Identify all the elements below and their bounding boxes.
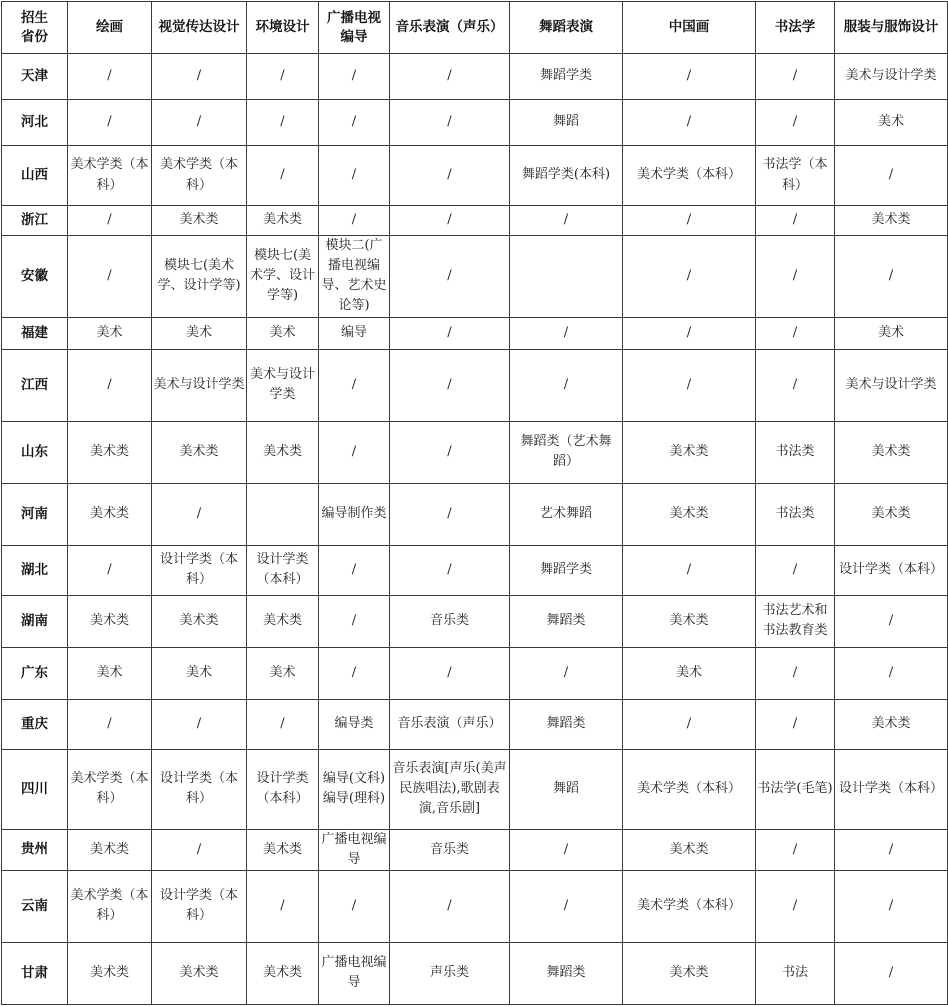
table-cell: 舞蹈学类(本科) bbox=[510, 146, 623, 206]
column-header-text: 省份 bbox=[21, 28, 48, 45]
table-cell: / bbox=[756, 829, 835, 870]
table-row bbox=[2, 545, 948, 595]
table-cell: 设计学类（本科） bbox=[152, 749, 247, 829]
table-cell: 模块二(广播电视编导、艺术史论等) bbox=[319, 236, 390, 318]
table-row bbox=[2, 647, 948, 699]
table-cell: 声乐类 bbox=[390, 942, 510, 1004]
province-cell: 云南 bbox=[2, 870, 68, 942]
table-cell: 编导类 bbox=[319, 699, 390, 749]
table-cell: / bbox=[756, 54, 835, 100]
table-cell: 设计学类（本科） bbox=[247, 749, 319, 829]
table-cell: / bbox=[510, 349, 623, 421]
table-cell bbox=[247, 483, 319, 545]
table-cell: / bbox=[247, 146, 319, 206]
table-cell: / bbox=[756, 317, 835, 349]
table-cell: / bbox=[152, 100, 247, 146]
column-header-text: 招生 bbox=[21, 10, 48, 27]
column-header bbox=[2, 2, 68, 54]
table-cell: 美术类 bbox=[247, 942, 319, 1004]
table-cell: / bbox=[835, 942, 948, 1004]
table-cell: 美术 bbox=[152, 647, 247, 699]
table-cell: 美术类 bbox=[68, 483, 152, 545]
table-cell: 美术类 bbox=[152, 421, 247, 483]
table-cell: 美术类 bbox=[623, 829, 756, 870]
column-header-text: 环境设计 bbox=[255, 19, 310, 36]
table-cell: 美术 bbox=[623, 647, 756, 699]
table-cell: 编导(文科)编导(理科) bbox=[319, 749, 390, 829]
table-cell: / bbox=[319, 545, 390, 595]
province-cell: 山西 bbox=[2, 146, 68, 206]
table-cell: / bbox=[510, 829, 623, 870]
column-header-text: 编导 bbox=[340, 28, 368, 45]
table-cell: / bbox=[319, 870, 390, 942]
table-row bbox=[2, 749, 948, 829]
table-cell: 广播电视编导 bbox=[319, 829, 390, 870]
table-cell: 舞蹈类 bbox=[510, 595, 623, 647]
table-cell: 美术类 bbox=[247, 595, 319, 647]
table-row bbox=[2, 699, 948, 749]
table-cell: / bbox=[835, 647, 948, 699]
table-row bbox=[2, 317, 948, 349]
table-cell: 美术类 bbox=[152, 942, 247, 1004]
column-header-text: 书法学 bbox=[774, 19, 816, 36]
table-cell: 艺术舞蹈 bbox=[510, 483, 623, 545]
table-cell: / bbox=[756, 647, 835, 699]
table-cell: / bbox=[623, 545, 756, 595]
table-cell: / bbox=[835, 595, 948, 647]
table-cell: 美术与设计学类 bbox=[247, 349, 319, 421]
table-cell: 舞蹈学类 bbox=[510, 54, 623, 100]
province-cell: 贵州 bbox=[2, 829, 68, 870]
table-cell: / bbox=[390, 54, 510, 100]
table-cell: 美术 bbox=[68, 317, 152, 349]
table-cell: 设计学类（本科） bbox=[835, 545, 948, 595]
table-cell: 美术类 bbox=[835, 699, 948, 749]
table-cell: 美术类 bbox=[835, 206, 948, 236]
table-cell: / bbox=[319, 349, 390, 421]
table-cell: 美术 bbox=[68, 647, 152, 699]
column-header bbox=[152, 2, 247, 54]
table-cell: / bbox=[756, 236, 835, 318]
table-cell: 美术类 bbox=[152, 595, 247, 647]
table-row bbox=[2, 100, 948, 146]
table-cell: / bbox=[756, 100, 835, 146]
table-row bbox=[2, 829, 948, 870]
column-header-text: 绘画 bbox=[96, 19, 123, 36]
table-cell: / bbox=[390, 317, 510, 349]
table-cell: / bbox=[756, 545, 835, 595]
table-cell: 美术类 bbox=[68, 421, 152, 483]
table-cell: 美术类 bbox=[835, 421, 948, 483]
province-cell: 河南 bbox=[2, 483, 68, 545]
table-cell: / bbox=[152, 699, 247, 749]
table-cell: 美术类 bbox=[68, 942, 152, 1004]
province-cell: 四川 bbox=[2, 749, 68, 829]
column-header-text: 广播电视 bbox=[327, 10, 381, 27]
table-row bbox=[2, 236, 948, 318]
table-cell: / bbox=[247, 54, 319, 100]
table-cell: 广播电视编导 bbox=[319, 942, 390, 1004]
table-cell: / bbox=[152, 54, 247, 100]
column-header-text: 中国画 bbox=[668, 19, 710, 36]
table-cell: 音乐表演（声乐） bbox=[390, 699, 510, 749]
table-cell: / bbox=[623, 206, 756, 236]
province-cell: 广东 bbox=[2, 647, 68, 699]
table-cell: 书法类 bbox=[756, 483, 835, 545]
table-cell: / bbox=[152, 829, 247, 870]
column-header-text: 视觉传达设计 bbox=[158, 19, 240, 36]
province-cell: 福建 bbox=[2, 317, 68, 349]
table-cell bbox=[510, 236, 623, 318]
table-cell: 美术学类（本科） bbox=[68, 146, 152, 206]
table-cell: / bbox=[319, 421, 390, 483]
table-cell: 美术类 bbox=[247, 206, 319, 236]
table-cell: 书法 bbox=[756, 942, 835, 1004]
table-cell: / bbox=[390, 647, 510, 699]
table-cell: / bbox=[390, 206, 510, 236]
table-cell: 美术学类（本科） bbox=[623, 749, 756, 829]
table-row bbox=[2, 942, 948, 1004]
table-cell: / bbox=[835, 146, 948, 206]
table-cell: 音乐类 bbox=[390, 829, 510, 870]
table-cell: / bbox=[623, 699, 756, 749]
table-cell: / bbox=[623, 54, 756, 100]
table-cell: 书法学（本科） bbox=[756, 146, 835, 206]
table-cell: / bbox=[756, 206, 835, 236]
table-row bbox=[2, 595, 948, 647]
table-cell: 设计学类（本科） bbox=[835, 749, 948, 829]
table-cell: 美术与设计学类 bbox=[835, 54, 948, 100]
table-cell: 音乐表演[声乐(美声民族唱法),歌剧表演,音乐剧] bbox=[390, 749, 510, 829]
table-cell: / bbox=[835, 236, 948, 318]
table-cell: 美术 bbox=[835, 317, 948, 349]
table-cell: 舞蹈类 bbox=[510, 942, 623, 1004]
province-cell: 江西 bbox=[2, 349, 68, 421]
table-cell: / bbox=[835, 829, 948, 870]
table-cell: 美术类 bbox=[623, 483, 756, 545]
province-cell: 重庆 bbox=[2, 699, 68, 749]
table-cell: / bbox=[390, 870, 510, 942]
province-cell: 湖北 bbox=[2, 545, 68, 595]
province-cell: 山东 bbox=[2, 421, 68, 483]
column-header bbox=[835, 2, 948, 54]
table-cell: 书法类 bbox=[756, 421, 835, 483]
table-cell: / bbox=[623, 100, 756, 146]
table-cell: / bbox=[390, 236, 510, 318]
table-row bbox=[2, 421, 948, 483]
table-cell: / bbox=[68, 349, 152, 421]
table-cell: / bbox=[68, 236, 152, 318]
table-cell: 音乐类 bbox=[390, 595, 510, 647]
column-header-text: 音乐表演（声乐） bbox=[395, 19, 504, 36]
table-cell: 美术类 bbox=[623, 421, 756, 483]
table-cell: / bbox=[247, 100, 319, 146]
column-header bbox=[68, 2, 152, 54]
table-cell: 美术类 bbox=[68, 595, 152, 647]
column-header bbox=[623, 2, 756, 54]
table-cell: 美术类 bbox=[623, 595, 756, 647]
table-cell: 美术类 bbox=[623, 942, 756, 1004]
table-cell: / bbox=[510, 647, 623, 699]
table-cell: 设计学类（本科） bbox=[247, 545, 319, 595]
table-cell: 舞蹈类 bbox=[510, 699, 623, 749]
table-cell: / bbox=[390, 349, 510, 421]
table-cell: / bbox=[510, 206, 623, 236]
table-cell: 美术 bbox=[247, 317, 319, 349]
table-cell: / bbox=[68, 699, 152, 749]
table-cell: / bbox=[756, 349, 835, 421]
table-cell: 书法艺术和书法教育类 bbox=[756, 595, 835, 647]
table-row bbox=[2, 146, 948, 206]
table-cell: / bbox=[152, 483, 247, 545]
table-cell: 美术类 bbox=[835, 483, 948, 545]
table-cell: / bbox=[390, 100, 510, 146]
table-cell: / bbox=[68, 206, 152, 236]
table-cell: / bbox=[623, 349, 756, 421]
table-cell: / bbox=[68, 54, 152, 100]
table-cell: / bbox=[510, 870, 623, 942]
table-cell: 美术学类（本科） bbox=[68, 749, 152, 829]
table-cell: 舞蹈 bbox=[510, 100, 623, 146]
table-cell: / bbox=[623, 236, 756, 318]
table-cell: 美术学类（本科） bbox=[152, 146, 247, 206]
table-cell: / bbox=[623, 317, 756, 349]
column-header bbox=[390, 2, 510, 54]
table-cell: / bbox=[390, 483, 510, 545]
table-cell: 美术学类（本科） bbox=[623, 870, 756, 942]
table-cell: / bbox=[390, 421, 510, 483]
table-cell: 美术与设计学类 bbox=[835, 349, 948, 421]
table-cell: 美术类 bbox=[152, 206, 247, 236]
table-cell: / bbox=[68, 545, 152, 595]
province-cell: 天津 bbox=[2, 54, 68, 100]
table-cell: 模块七(美术学、设计学等) bbox=[247, 236, 319, 318]
column-header bbox=[319, 2, 390, 54]
table-cell: 美术类 bbox=[247, 421, 319, 483]
table-cell: / bbox=[247, 699, 319, 749]
table-row bbox=[2, 206, 948, 236]
column-header-text: 舞蹈表演 bbox=[539, 19, 593, 36]
table-cell: 模块七(美术学、设计学等) bbox=[152, 236, 247, 318]
table-cell: 设计学类（本科） bbox=[152, 545, 247, 595]
table-cell: 设计学类（本科） bbox=[152, 870, 247, 942]
table-cell: 编导 bbox=[319, 317, 390, 349]
table-cell: / bbox=[390, 545, 510, 595]
province-cell: 甘肃 bbox=[2, 942, 68, 1004]
table-cell: / bbox=[756, 699, 835, 749]
table-cell: / bbox=[319, 146, 390, 206]
table-cell: 美术学类（本科） bbox=[68, 870, 152, 942]
column-header bbox=[510, 2, 623, 54]
table-cell: / bbox=[319, 100, 390, 146]
table-cell: 舞蹈类（艺术舞蹈） bbox=[510, 421, 623, 483]
table-row bbox=[2, 870, 948, 942]
table-cell: 美术 bbox=[835, 100, 948, 146]
table-cell: 美术类 bbox=[247, 829, 319, 870]
province-cell: 湖南 bbox=[2, 595, 68, 647]
table-cell: / bbox=[319, 647, 390, 699]
column-header bbox=[247, 2, 319, 54]
table-cell: / bbox=[390, 146, 510, 206]
table-cell: / bbox=[510, 317, 623, 349]
table-cell: 美术 bbox=[247, 647, 319, 699]
column-header-text: 服装与服饰设计 bbox=[843, 19, 939, 36]
admission-table bbox=[1, 1, 948, 1005]
table-cell: / bbox=[319, 54, 390, 100]
table-cell: 美术类 bbox=[68, 829, 152, 870]
table-cell: 舞蹈学类 bbox=[510, 545, 623, 595]
table-cell: 美术 bbox=[152, 317, 247, 349]
table-cell: / bbox=[319, 595, 390, 647]
province-cell: 安徽 bbox=[2, 236, 68, 318]
table-cell: / bbox=[319, 206, 390, 236]
table-row bbox=[2, 483, 948, 545]
table-row bbox=[2, 54, 948, 100]
table-cell: / bbox=[247, 870, 319, 942]
header-row bbox=[2, 2, 948, 54]
table-cell: 编导制作类 bbox=[319, 483, 390, 545]
table-cell: / bbox=[835, 870, 948, 942]
table-cell: 美术学类（本科） bbox=[623, 146, 756, 206]
column-header bbox=[756, 2, 835, 54]
table-cell: / bbox=[68, 100, 152, 146]
table-row bbox=[2, 349, 948, 421]
table-cell: 书法学(毛笔) bbox=[756, 749, 835, 829]
province-cell: 河北 bbox=[2, 100, 68, 146]
province-cell: 浙江 bbox=[2, 206, 68, 236]
table-cell: 美术与设计学类 bbox=[152, 349, 247, 421]
table-cell: / bbox=[756, 870, 835, 942]
table-cell: 舞蹈 bbox=[510, 749, 623, 829]
